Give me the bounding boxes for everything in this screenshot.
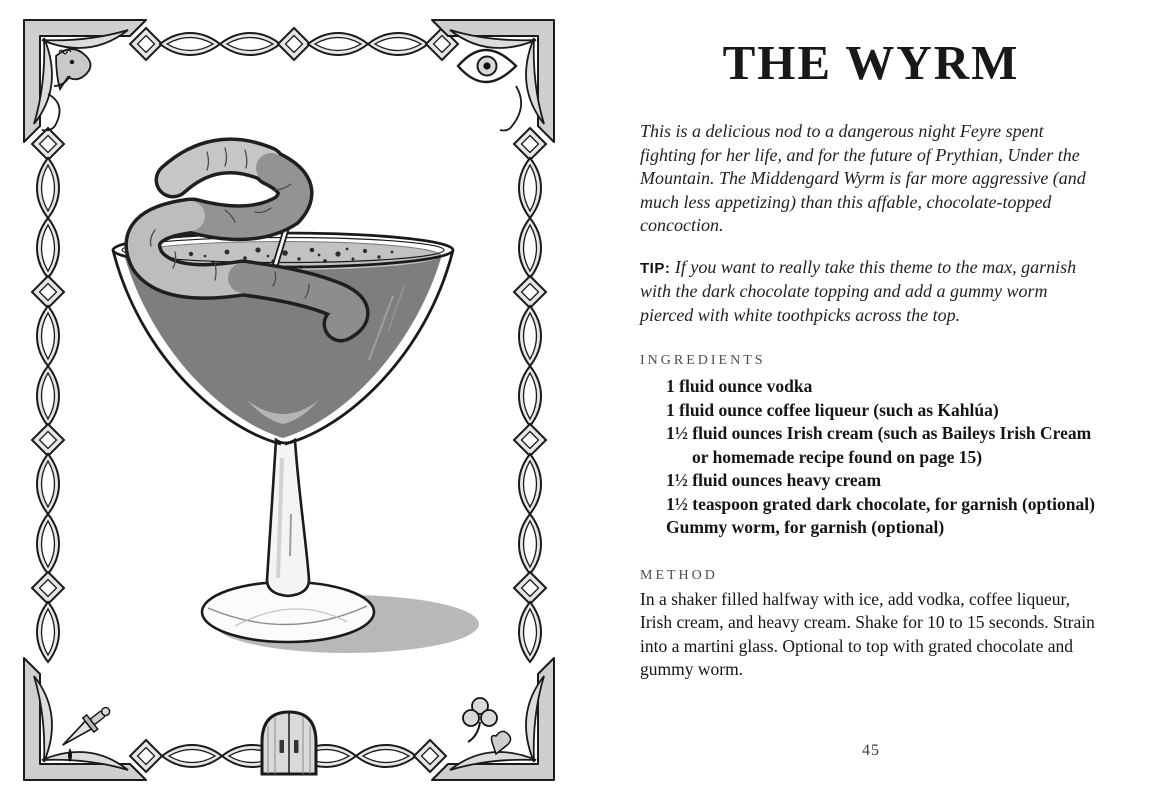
heart-leaf-icon bbox=[492, 731, 511, 754]
ingredients-list bbox=[640, 375, 1102, 540]
ingredients-heading: INGREDIENTS bbox=[640, 353, 766, 368]
dagger-icon bbox=[58, 702, 115, 752]
tip-paragraph bbox=[640, 256, 1102, 328]
ingredient-item: 1 fluid ounce vodka bbox=[666, 376, 813, 396]
martini-glass-illustration bbox=[95, 128, 485, 678]
tip-label: TIP: bbox=[640, 259, 671, 277]
ingredient-item: 1½ fluid ounces heavy cream bbox=[666, 470, 882, 490]
eye-icon bbox=[458, 50, 516, 82]
door-icon bbox=[262, 712, 316, 774]
intro-text: This is a delicious nod to a dangerous night Feyre spent fighting for her life, and for the future of Prythian, Under the Mountain. The Middengard Wyrm is far more aggressive (and much less appetizing) than this affable, chocolate-topped concoction. bbox=[640, 121, 1086, 235]
clover-icon bbox=[463, 698, 497, 742]
ingredient-item: Gummy worm, for garnish (optional) bbox=[666, 517, 945, 537]
ingredient-item: 1 fluid ounce coffee liqueur (such as Kahlúa) bbox=[666, 399, 999, 420]
bird-icon bbox=[54, 49, 91, 89]
glass-stem bbox=[267, 440, 309, 596]
method-text: In a shaker filled halfway with ice, add vodka, coffee liqueur, Irish cream, and heavy cream. Shake for 10 to 15 seconds. Strain into a martini glass. Optional to top with grated chocolate and gummy worm. bbox=[640, 588, 1095, 679]
border-corner-top-left bbox=[24, 20, 146, 142]
tip-text: If you want to really take this theme to the max, garnish with the dark chocolate topping and add a gummy worm pierced with white toothpicks across the top. bbox=[640, 256, 1077, 325]
border-right-chain bbox=[514, 128, 546, 662]
page-number: 45 bbox=[862, 742, 880, 759]
recipe-page bbox=[640, 34, 1102, 682]
border-top-chain bbox=[130, 28, 458, 60]
method-heading: METHOD bbox=[640, 567, 718, 583]
ingredient-item: 1½ teaspoon grated dark chocolate, for garnish (optional) bbox=[666, 493, 1095, 514]
ingredient-item: 1½ fluid ounces Irish cream (such as Baileys Irish Cream or homemade recipe found on page 15) bbox=[666, 423, 1092, 467]
page-title: THE WYRM bbox=[722, 35, 1020, 90]
border-left-chain bbox=[32, 128, 64, 662]
